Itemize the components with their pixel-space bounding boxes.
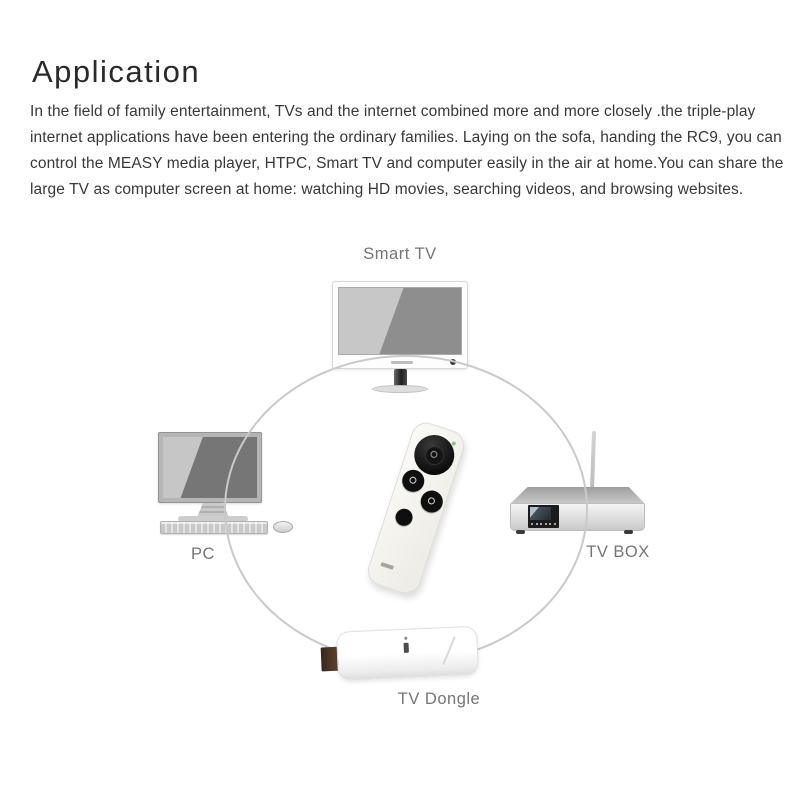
remote-button-3 xyxy=(393,507,414,528)
pc-label: PC xyxy=(191,545,215,563)
smart-tv-label: Smart TV xyxy=(363,245,437,263)
button-glyph-icon xyxy=(408,475,417,484)
dongle-led-dot xyxy=(404,637,407,640)
button-glyph-icon xyxy=(427,496,436,505)
remote-button-2 xyxy=(418,488,446,516)
tv-screen xyxy=(338,287,462,355)
tv-dongle-label: TV Dongle xyxy=(397,690,481,708)
ok-glyph-icon xyxy=(429,449,438,458)
paragraph-line: control the MEASY media player, HTPC, Smart TV and computer easily in the air at home.You can share the xyxy=(30,155,784,172)
dongle-body xyxy=(336,626,479,681)
paragraph-line: internet applications have been entering the ordinary families. Laying on the sofa, handing the RC9, you can xyxy=(30,129,782,146)
paragraph-line: In the field of family entertainment, TVs and the internet combined more and more closely .the triple-play xyxy=(30,103,756,120)
measy-logo-mark xyxy=(380,562,394,570)
intro-paragraph xyxy=(30,99,784,203)
remote-ok-button xyxy=(424,444,445,465)
hdmi-dongle-icon xyxy=(317,620,485,687)
antenna-icon xyxy=(590,431,596,491)
dongle-highlight xyxy=(442,637,455,665)
paragraph-line: large TV as computer screen at home: watching HD movies, searching videos, and browsing websites. xyxy=(30,181,744,198)
dongle-slot-mark xyxy=(404,643,409,653)
tv-box-label: TV BOX xyxy=(586,543,650,561)
tvbox-foot xyxy=(624,530,633,534)
page-title: Application xyxy=(32,54,201,89)
